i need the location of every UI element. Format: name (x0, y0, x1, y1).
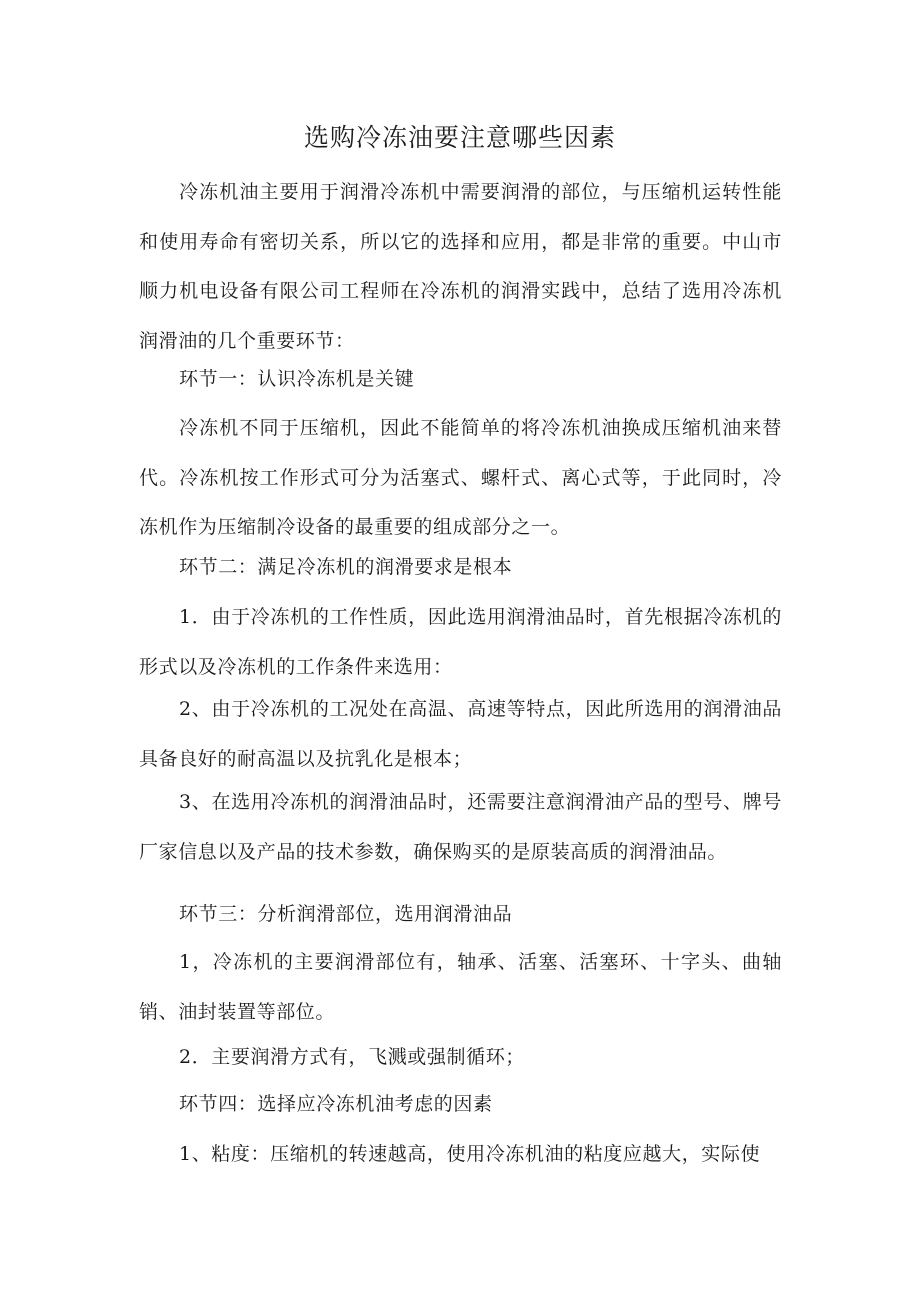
section-heading-2: 环节二：满足冷冻机的润滑要求是根本 (179, 556, 513, 578)
document-title: 选购冷冻油要注意哪些因素 (303, 123, 616, 152)
section-heading-1: 环节一：认识冷冻机是关键 (179, 368, 415, 390)
paragraph-intro: 冷冻机油主要用于润滑冷冻机中需要润滑的部位，与压缩机运转性能和使用寿命有密切关系，所以它的选择和应用，都是非常的重要。中山市顺力机电设备有限公司工程师在冷冻机的润滑实践中，总结了选用冷冻机润滑油的几个重要环节： (139, 181, 782, 352)
section-heading-4: 环节四：选择应冷冻机油考虑的因素 (179, 1093, 493, 1115)
paragraph-section-2-item-2: 2、由于冷冻机的工况处在高温、高速等特点，因此所选用的润滑油品具备良好的耐高温以及抗乳化是根本； (139, 698, 782, 770)
paragraph-section-2-item-1: 1．由于冷冻机的工作性质，因此选用润滑油品时，首先根据冷冻机的形式以及冷冻机的工作条件来选用： (139, 606, 782, 678)
section-heading-3: 环节三：分析润滑部位，选用润滑油品 (179, 903, 513, 925)
paragraph-section-3-item-1: 1，冷冻机的主要润滑部位有，轴承、活塞、活塞环、十字头、曲轴销、油封装置等部位。 (139, 951, 782, 1023)
paragraph-section-2-item-3: 3、在选用冷冻机的润滑油品时，还需要注意润滑油产品的型号、牌号厂家信息以及产品的技术参数，确保购买的是原装高质的润滑油品。 (139, 791, 782, 863)
paragraph-section-1: 冷冻机不同于压缩机，因此不能简单的将冷冻机油换成压缩机油来替代。冷冻机按工作形式可分为活塞式、螺杆式、离心式等，于此同时，冷冻机作为压缩制冷设备的最重要的组成部分之一。 (139, 417, 782, 538)
paragraph-section-3-item-2: 2．主要润滑方式有，飞溅或强制循环； (179, 1046, 525, 1068)
paragraph-section-4-item-1: 1、粘度：压缩机的转速越高，使用冷冻机油的粘度应越大，实际使 (179, 1143, 761, 1165)
